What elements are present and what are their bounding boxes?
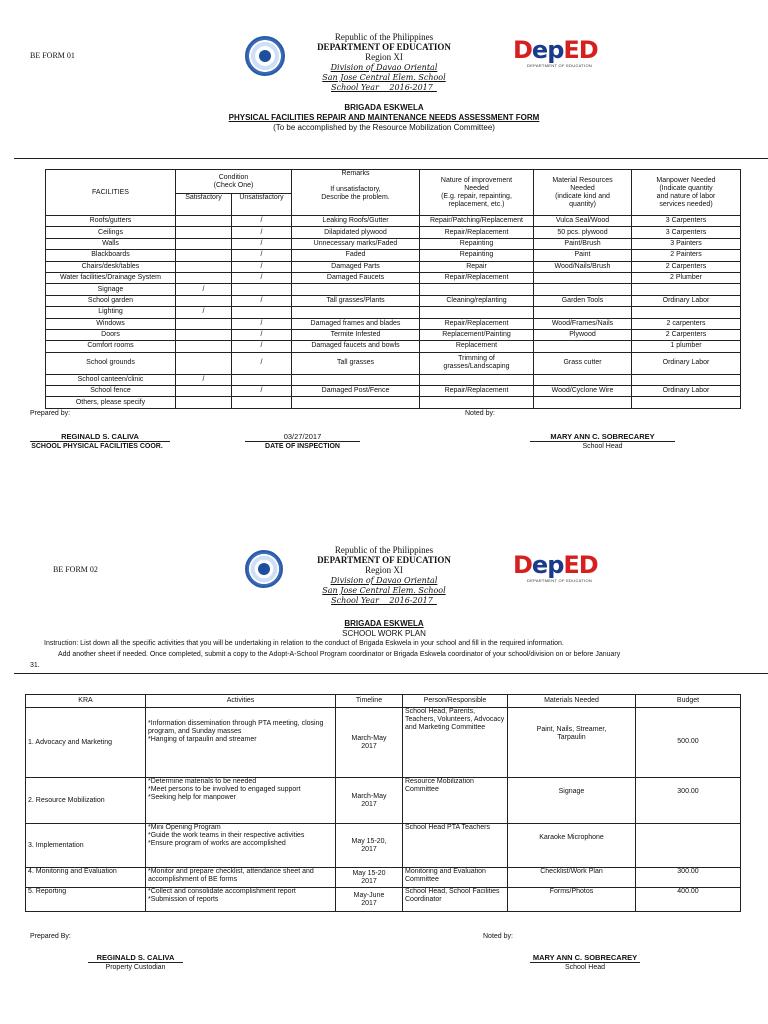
table-row bbox=[46, 374, 741, 385]
satisfactory-cell bbox=[176, 352, 232, 374]
material-cell: Wood/Frames/Nails bbox=[534, 318, 632, 329]
satisfactory-cell bbox=[176, 216, 232, 227]
facility-cell: Water facilities/Drainage System bbox=[46, 272, 176, 283]
work-plan-table bbox=[25, 694, 741, 912]
table-row bbox=[46, 307, 741, 318]
person-cell: Monitoring and Evaluation Committee bbox=[403, 868, 508, 888]
satisfactory-cell bbox=[176, 261, 232, 272]
header-republic: Republic of the Philippines bbox=[334, 545, 434, 555]
form-instruction: (To be accomplished by the Resource Mobilization Committee) bbox=[273, 123, 495, 132]
kra-cell: 3. Implementation bbox=[26, 824, 146, 868]
kra-cell: 4. Monitoring and Evaluation bbox=[26, 868, 146, 888]
col-facilities: FACILITIES bbox=[46, 170, 176, 216]
col-budget: Budget bbox=[636, 695, 741, 708]
nature-cell: Cleaning/replanting bbox=[420, 295, 534, 306]
nature-cell: Trimming of grasses/Landscaping bbox=[420, 352, 534, 374]
header-school-year: School Year __2016-2017_ bbox=[331, 83, 437, 92]
remarks-cell: Faded bbox=[292, 250, 420, 261]
person-cell: School Head, Parents, Teachers, Volunteers, Advocacy and Marketing Committee bbox=[403, 708, 508, 778]
facility-cell: School grounds bbox=[46, 352, 176, 374]
nature-cell: Repainting bbox=[420, 250, 534, 261]
manpower-cell: 2 Plumber bbox=[632, 272, 741, 283]
header-school-year: School Year __2016-2017_ bbox=[331, 596, 437, 605]
activities-cell bbox=[146, 708, 336, 778]
facility-cell: Chairs/desk/tables bbox=[46, 261, 176, 272]
table-row bbox=[46, 272, 741, 283]
manpower-cell: Ordinary Labor bbox=[632, 352, 741, 374]
materials-cell: Paint, Nails, Streamer, Tarpaulin bbox=[508, 708, 636, 778]
deped-logo-subtitle: DEPARTMENT OF EDUCATION bbox=[527, 63, 593, 68]
col-kra: KRA bbox=[26, 695, 146, 708]
activity-item: *Ensure program of works are accomplished bbox=[148, 840, 286, 847]
activities-cell bbox=[146, 778, 336, 824]
nature-cell bbox=[420, 284, 534, 295]
table-row bbox=[46, 284, 741, 295]
activity-item: *Seeking help for manpower bbox=[148, 794, 236, 801]
header-department: DEPARTMENT OF EDUCATION bbox=[317, 555, 451, 565]
kra-cell: 5. Reporting bbox=[26, 888, 146, 912]
activity-item: *Meet persons to be involved to engaged support bbox=[148, 786, 301, 793]
school-head-role: School Head bbox=[582, 443, 623, 450]
satisfactory-cell bbox=[176, 272, 232, 283]
activities-cell bbox=[146, 824, 336, 868]
activities-cell bbox=[146, 888, 336, 912]
instruction-line-1: Instruction: List down all the specific activities that you will be undertaking in relation to the conduct of Brigada Eskwela in your school and fill in the required information. bbox=[44, 640, 564, 647]
material-cell: 50 pcs. plywood bbox=[534, 227, 632, 238]
materials-cell: Checklist/Work Plan bbox=[508, 868, 636, 888]
col-satisfactory: Satisfactory bbox=[176, 194, 232, 216]
remarks-cell: Damaged Parts bbox=[292, 261, 420, 272]
satisfactory-cell: / bbox=[176, 307, 232, 318]
material-cell: Paint bbox=[534, 250, 632, 261]
header-school: San Jose Central Elem. School bbox=[322, 73, 446, 82]
form-subtitle: SCHOOL WORK PLAN bbox=[342, 629, 426, 638]
facility-cell: School garden bbox=[46, 295, 176, 306]
budget-cell: 500.00 bbox=[636, 708, 741, 778]
satisfactory-cell bbox=[176, 250, 232, 261]
remarks-cell: Damaged Post/Fence bbox=[292, 386, 420, 397]
inspection-date-label: DATE OF INSPECTION bbox=[265, 443, 340, 450]
budget-cell: 300.00 bbox=[636, 868, 741, 888]
nature-cell: Replacement/Painting bbox=[420, 329, 534, 340]
timeline-cell: March-May 2017 bbox=[336, 708, 403, 778]
form-subtitle: PHYSICAL FACILITIES REPAIR AND MAINTENANCE NEEDS ASSESSMENT FORM bbox=[228, 113, 540, 122]
instruction-line-2: Add another sheet if needed. Once completed, submit a copy to the Adopt-A-School Program coordinator or Brigada Eskwela coordinator of your school/division on or before January bbox=[58, 651, 621, 658]
table-row bbox=[46, 295, 741, 306]
nature-cell bbox=[420, 307, 534, 318]
manpower-cell bbox=[632, 397, 741, 408]
table-row bbox=[26, 778, 741, 824]
activity-item: *Determine materials to be needed bbox=[148, 778, 257, 785]
material-cell: Wood/Cyclone Wire bbox=[534, 386, 632, 397]
noted-by-label: Noted by: bbox=[465, 410, 495, 417]
unsatisfactory-cell: / bbox=[232, 295, 292, 306]
manpower-cell bbox=[632, 307, 741, 318]
form-title: BRIGADA ESKWELA bbox=[344, 619, 424, 628]
remarks-cell bbox=[292, 374, 420, 385]
material-cell bbox=[534, 397, 632, 408]
table-row bbox=[46, 352, 741, 374]
material-cell: Grass cutter bbox=[534, 352, 632, 374]
header-division: Division of Davao Oriental bbox=[330, 576, 438, 585]
activity-item: *Hanging of tarpaulin and streamer bbox=[148, 736, 257, 743]
timeline-cell: March-May 2017 bbox=[336, 778, 403, 824]
nature-cell: Repainting bbox=[420, 238, 534, 249]
nature-cell: Repair/Replacement bbox=[420, 318, 534, 329]
manpower-cell: 2 carpenters bbox=[632, 318, 741, 329]
material-cell: Garden Tools bbox=[534, 295, 632, 306]
preparer-name: REGINALD S. CALIVA bbox=[30, 432, 170, 442]
budget-cell bbox=[636, 824, 741, 868]
budget-cell: 400.00 bbox=[636, 888, 741, 912]
person-cell: School Head PTA Teachers bbox=[403, 824, 508, 868]
person-cell: Resource Mobilization Committee bbox=[403, 778, 508, 824]
materials-cell: Karaoke Microphone bbox=[508, 824, 636, 868]
header-region: Region XI bbox=[365, 52, 403, 62]
deped-logo: DepED bbox=[513, 36, 598, 64]
material-cell bbox=[534, 341, 632, 352]
manpower-cell: 2 Carpenters bbox=[632, 329, 741, 340]
col-condition: Condition (Check One) bbox=[176, 170, 292, 194]
inspection-date: 03/27/2017 bbox=[245, 432, 360, 442]
manpower-cell bbox=[632, 284, 741, 295]
remarks-cell: Tall grasses/Plants bbox=[292, 295, 420, 306]
activity-item: *Guide the work teams in their respective activities bbox=[148, 832, 305, 839]
manpower-cell bbox=[632, 374, 741, 385]
table-row bbox=[46, 341, 741, 352]
material-cell: Paint/Brush bbox=[534, 238, 632, 249]
unsatisfactory-cell bbox=[232, 397, 292, 408]
header-division: Division of Davao Oriental bbox=[330, 63, 438, 72]
col-person: Person/Responsible bbox=[403, 695, 508, 708]
prepared-by-label: Prepared By: bbox=[30, 933, 71, 940]
unsatisfactory-cell bbox=[232, 307, 292, 318]
material-cell: Wood/Nails/Brush bbox=[534, 261, 632, 272]
remarks-cell bbox=[292, 397, 420, 408]
facility-cell: Lighting bbox=[46, 307, 176, 318]
col-unsatisfactory: Unsatisfactory bbox=[232, 194, 292, 216]
timeline-cell: May 15-20 2017 bbox=[336, 868, 403, 888]
col-manpower: Manpower Needed (Indicate quantity and nature of labor services needed) bbox=[632, 170, 741, 216]
satisfactory-cell bbox=[176, 238, 232, 249]
prepared-by-label: Prepared by: bbox=[30, 410, 71, 417]
manpower-cell: Ordinary Labor bbox=[632, 295, 741, 306]
manpower-cell: 2 Carpenters bbox=[632, 261, 741, 272]
facility-cell: Comfort rooms bbox=[46, 341, 176, 352]
table-row bbox=[26, 868, 741, 888]
satisfactory-cell bbox=[176, 318, 232, 329]
nature-cell: Repair/Replacement bbox=[420, 227, 534, 238]
unsatisfactory-cell: / bbox=[232, 386, 292, 397]
remarks-cell: Leaking Roofs/Gutter bbox=[292, 216, 420, 227]
remarks-cell: Termite Infested bbox=[292, 329, 420, 340]
col-activities: Activities bbox=[146, 695, 336, 708]
remarks-cell: Unnecessary marks/Faded bbox=[292, 238, 420, 249]
kra-cell: 1. Advocacy and Marketing bbox=[26, 708, 146, 778]
header-region: Region XI bbox=[365, 565, 403, 575]
unsatisfactory-cell: / bbox=[232, 261, 292, 272]
manpower-cell: 1 plumber bbox=[632, 341, 741, 352]
unsatisfactory-cell bbox=[232, 374, 292, 385]
school-head-name: MARY ANN C. SOBRECAREY bbox=[530, 432, 675, 442]
remarks-cell: Damaged Faucets bbox=[292, 272, 420, 283]
nature-cell: Repair bbox=[420, 261, 534, 272]
col-timeline: Timeline bbox=[336, 695, 403, 708]
table-row bbox=[46, 397, 741, 408]
activity-item: *Mini Opening Program bbox=[148, 824, 221, 831]
unsatisfactory-cell: / bbox=[232, 250, 292, 261]
unsatisfactory-cell: / bbox=[232, 272, 292, 283]
unsatisfactory-cell: / bbox=[232, 318, 292, 329]
divider bbox=[14, 673, 768, 674]
table-row bbox=[46, 238, 741, 249]
table-row bbox=[46, 250, 741, 261]
satisfactory-cell bbox=[176, 295, 232, 306]
unsatisfactory-cell bbox=[232, 284, 292, 295]
table-row bbox=[46, 261, 741, 272]
budget-cell: 300.00 bbox=[636, 778, 741, 824]
school-head-name: MARY ANN C. SOBRECAREY bbox=[530, 953, 640, 963]
preparer-name: REGINALD S. CALIVA bbox=[88, 953, 183, 963]
deped-logo: DepED bbox=[513, 551, 598, 579]
facility-cell: Doors bbox=[46, 329, 176, 340]
header-school: San Jose Central Elem. School bbox=[322, 586, 446, 595]
table-row bbox=[26, 824, 741, 868]
unsatisfactory-cell: / bbox=[232, 352, 292, 374]
facility-cell: Walls bbox=[46, 238, 176, 249]
timeline-cell: May-June 2017 bbox=[336, 888, 403, 912]
col-materials: Materials Needed bbox=[508, 695, 636, 708]
timeline-cell: May 15-20, 2017 bbox=[336, 824, 403, 868]
nature-cell: Replacement bbox=[420, 341, 534, 352]
materials-cell: Forms/Photos bbox=[508, 888, 636, 912]
manpower-cell: 3 Painters bbox=[632, 238, 741, 249]
person-cell: School Head, School Facilities Coordinator bbox=[403, 888, 508, 912]
col-remarks: Remarks If unsatisfactory, Describe the problem. bbox=[292, 170, 420, 216]
col-nature: Nature of improvement Needed (E.g. repair, repainting, replacement, etc.) bbox=[420, 170, 534, 216]
remarks-cell bbox=[292, 284, 420, 295]
facility-cell: Signage bbox=[46, 284, 176, 295]
activity-item: *Monitor and prepare checklist, attendance sheet and accomplishment of BE forms bbox=[148, 868, 314, 883]
preparer-role: SCHOOL PHYSICAL FACILITIES COOR. bbox=[31, 443, 163, 450]
instruction-line-3: 31. bbox=[30, 662, 40, 669]
manpower-cell: 3 Carpenters bbox=[632, 216, 741, 227]
satisfactory-cell: / bbox=[176, 374, 232, 385]
manpower-cell: 2 Painters bbox=[632, 250, 741, 261]
satisfactory-cell bbox=[176, 341, 232, 352]
nature-cell: Repair/Replacement bbox=[420, 272, 534, 283]
remarks-cell: Tall grasses bbox=[292, 352, 420, 374]
remarks-cell: Damaged frames and blades bbox=[292, 318, 420, 329]
table-row bbox=[46, 329, 741, 340]
material-cell bbox=[534, 284, 632, 295]
deped-logo-subtitle: DEPARTMENT OF EDUCATION bbox=[527, 578, 593, 583]
preparer-role: Property Custodian bbox=[105, 964, 166, 971]
facilities-table bbox=[45, 169, 741, 409]
facility-cell: Ceilings bbox=[46, 227, 176, 238]
manpower-cell: 3 Carpenters bbox=[632, 227, 741, 238]
table-row bbox=[46, 318, 741, 329]
unsatisfactory-cell: / bbox=[232, 216, 292, 227]
satisfactory-cell bbox=[176, 397, 232, 408]
form-title: BRIGADA ESKWELA bbox=[344, 103, 424, 112]
nature-cell bbox=[420, 397, 534, 408]
activity-item: *Submission of reports bbox=[148, 896, 219, 903]
remarks-cell bbox=[292, 307, 420, 318]
material-cell bbox=[534, 307, 632, 318]
activity-item: *Information dissemination through PTA meeting, closing program, and Sunday masses bbox=[148, 720, 324, 735]
facility-cell: School canteen/clinic bbox=[46, 374, 176, 385]
school-head-role: School Head bbox=[564, 964, 606, 971]
unsatisfactory-cell: / bbox=[232, 329, 292, 340]
table-row bbox=[46, 216, 741, 227]
nature-cell: Repair/Patching/Replacement bbox=[420, 216, 534, 227]
material-cell: Vulca Seal/Wood bbox=[534, 216, 632, 227]
table-row bbox=[46, 386, 741, 397]
facility-cell: School fence bbox=[46, 386, 176, 397]
activities-cell bbox=[146, 868, 336, 888]
material-cell bbox=[534, 374, 632, 385]
unsatisfactory-cell: / bbox=[232, 341, 292, 352]
satisfactory-cell bbox=[176, 227, 232, 238]
header-department: DEPARTMENT OF EDUCATION bbox=[317, 42, 451, 52]
table-row bbox=[46, 227, 741, 238]
nature-cell bbox=[420, 374, 534, 385]
nature-cell: Repair/Replacement bbox=[420, 386, 534, 397]
unsatisfactory-cell: / bbox=[232, 238, 292, 249]
header-republic: Republic of the Philippines bbox=[334, 32, 434, 42]
remarks-cell: Damaged faucets and bowls bbox=[292, 341, 420, 352]
satisfactory-cell bbox=[176, 329, 232, 340]
table-row bbox=[26, 888, 741, 912]
material-cell bbox=[534, 272, 632, 283]
col-material: Material Resources Needed (indicate kind and quantity) bbox=[534, 170, 632, 216]
material-cell: Plywood bbox=[534, 329, 632, 340]
kra-cell: 2. Resource Mobilization bbox=[26, 778, 146, 824]
table-row bbox=[26, 708, 741, 778]
remarks-cell: Dilapidated plywood bbox=[292, 227, 420, 238]
noted-by-label: Noted by: bbox=[483, 933, 513, 940]
manpower-cell: Ordinary Labor bbox=[632, 386, 741, 397]
facility-cell: Others, please specify bbox=[46, 397, 176, 408]
facility-cell: Blackboards bbox=[46, 250, 176, 261]
activity-item: *Collect and consolidate accomplishment report bbox=[148, 888, 296, 895]
form-label: BE FORM 01 bbox=[30, 51, 75, 60]
unsatisfactory-cell: / bbox=[232, 227, 292, 238]
materials-cell: Signage bbox=[508, 778, 636, 824]
facility-cell: Windows bbox=[46, 318, 176, 329]
satisfactory-cell: / bbox=[176, 284, 232, 295]
facility-cell: Roofs/gutters bbox=[46, 216, 176, 227]
divider bbox=[14, 158, 768, 159]
satisfactory-cell bbox=[176, 386, 232, 397]
form-label: BE FORM 02 bbox=[53, 565, 98, 574]
